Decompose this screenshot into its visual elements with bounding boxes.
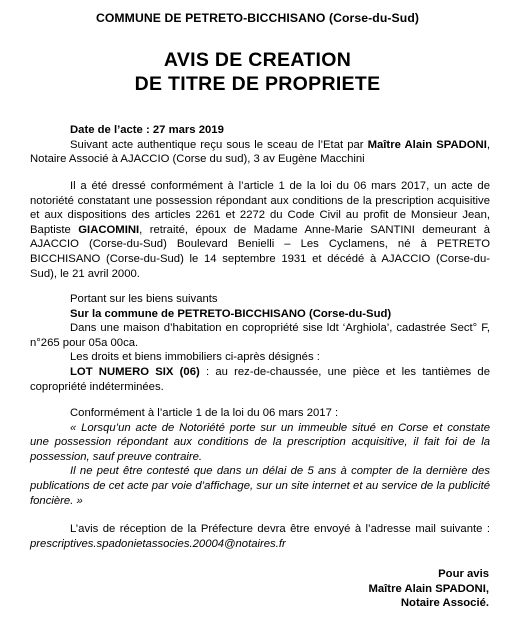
commune-header: COMMUNE DE PETRETO-BICCHISANO (Corse-du-Sud) <box>95 11 420 25</box>
signature-block <box>368 567 489 611</box>
signature-line-3: Notaire Associé. <box>400 597 489 610</box>
reception-paragraph: L’avis de réception de la Préfecture devra être envoyé à l’adresse mail suivante : prescriptives.spadonietassocies.20004@notaires.fr <box>30 523 490 550</box>
acte-paragraph: Suivant acte authentique reçu sous le sceau de l’Etat par Maître Alain SPADONI, Notaire Associé à AJACCIO (Corse du sud), 3 av Eugène Macchini <box>30 138 490 166</box>
biens-lot: LOT NUMERO SIX (06) : au rez-de-chaussée, une pièce et les tantièmes de copropriété indéterminées. <box>30 365 490 393</box>
signature-line-1: Pour avis <box>438 568 489 580</box>
biens-section <box>30 292 490 394</box>
notice-title <box>0 48 515 96</box>
reception-section <box>30 522 490 551</box>
signature-line-2: Maître Alain SPADONI, <box>368 582 489 595</box>
acte-date: Date de l’acte : 27 mars 2019 <box>70 124 224 136</box>
title-line-2: DE TITRE DE PROPRIETE <box>134 73 381 95</box>
title-line-1: AVIS DE CREATION <box>163 49 352 71</box>
notoriete-paragraph: Il a été dressé conformément à l’article 1 de la loi du 06 mars 2017, un acte de notoriété constatant une possession répondant aux conditions de la prescription acquisitive et aux dispositions des articles 2261 et 2272 du Code Civil au profit de Monsieur Jean, Baptiste GIACOMINI, retraité, époux de Madame Anne-Marie SANTINI demeurant à AJACCIO (Corse-du-Sud) Boulevard Benielli – Les Cyclamens, né à PETRETO BICCHISANO (Corse-du-Sud) le 14 septembre 1931 et décédé à AJACCIO (Corse-du-Sud), le 21 avril 2000. <box>30 180 490 280</box>
acte-section <box>30 123 490 167</box>
notary-name: Maître Alain SPADONI <box>367 138 487 151</box>
biens-description: Dans une maison d’habitation en copropriété sise ldt ‘Arghiola’, cadastrée Sect° F, n°265 pour 05a 00ca. <box>30 322 490 349</box>
biens-commune: Sur la commune de PETRETO-BICCHISANO (Corse-du-Sud) <box>70 307 392 320</box>
loi-quote-1: « Lorsqu’un acte de Notoriété porte sur un immeuble situé en Corse et constate une possession répondant aux conditions de la prescription acquisitive, il fait foi de la possession, sauf preuve contraire. <box>30 421 490 463</box>
loi-quote-2: Il ne peut être contesté que dans un délai de 5 ans à compter de la dernière des publications de cet acte par voie d’affichage, sur un site internet et au service de la publicité foncière. » <box>30 465 490 507</box>
loi-section <box>30 406 490 508</box>
biens-intro: Portant sur les biens suivants <box>70 293 218 305</box>
notoriete-section <box>30 179 490 281</box>
biens-droits: Les droits et biens immobiliers ci-après désignés : <box>70 351 320 364</box>
beneficiary-name: GIACOMINI <box>78 223 140 236</box>
loi-intro: Conformément à l’article 1 de la loi du 06 mars 2017 : <box>70 407 339 419</box>
reception-email[interactable]: prescriptives.spadonietassocies.20004@notaires.fr <box>30 537 286 550</box>
